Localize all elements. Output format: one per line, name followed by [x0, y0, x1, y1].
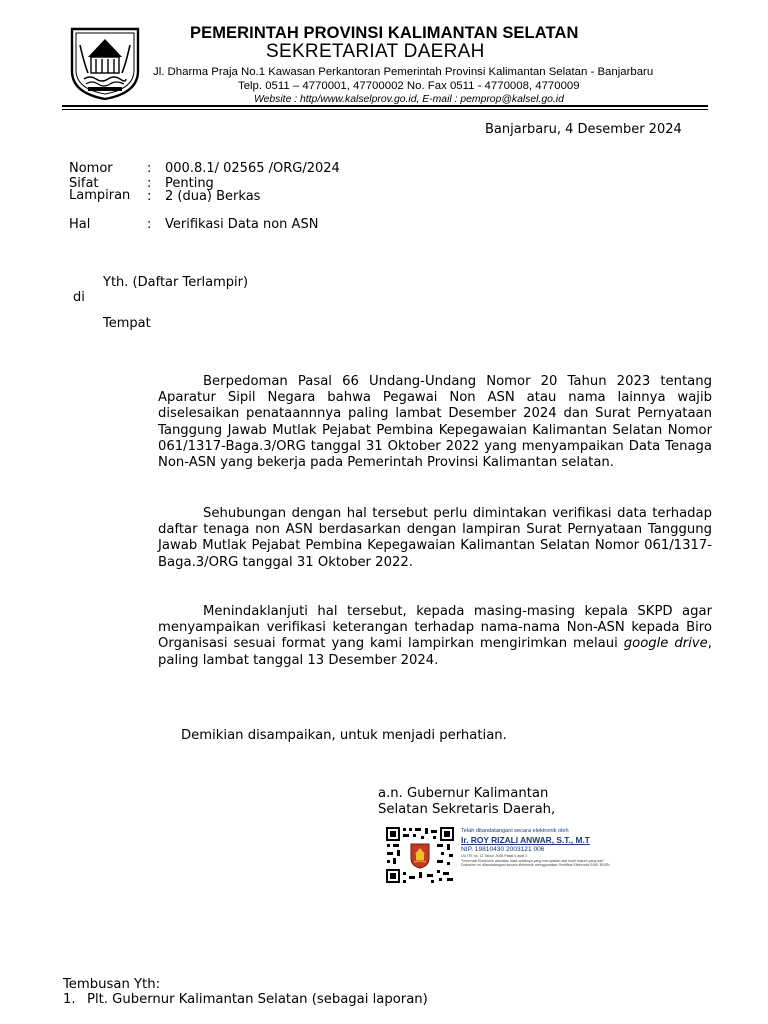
signer-nip: NIP. 19810430 2003121 006 [461, 846, 545, 853]
meta-key-lampiran: Lampiran [69, 188, 131, 203]
signature-title [378, 786, 678, 818]
esign-fine-print-2: "Informasi Elektronik dan/atau hasil cetaknya yang merupakan alat bukti hukum yang sah" [461, 858, 605, 863]
esign-fine-print-1: UU ITE no. 11 Tahun 2008 Pasal 5 ayat 1 [461, 854, 527, 858]
electronic-signature-block [461, 828, 661, 868]
letterhead-office-name: SEKRETARIAT DAERAH [266, 41, 485, 62]
closing-statement: Demikian disampaikan, untuk menjadi perhatian. [181, 728, 507, 743]
signature-title-line-1: a.n. Gubernur Kalimantan [378, 786, 549, 801]
body-paragraph-1: Berpedoman Pasal 66 Undang-Undang Nomor 20 Tahun 2023 tentang Aparatur Sipil Negara bahwa Pegawai Non ASN atau nama lainnya wajib diselesaikan penataannnya paling lambat Desember 2024 dan Surat Pernyataan Tanggung Jawab Mutlak Pejabat Pembina Kepegawaian Kalimantan Selatan Nomor 061/1317-Baga.3/ORG tanggal 31 Oktober 2022 yang menyampaikan Data Tenaga Non-ASN yang bekerja pada Pemerintah Provinsi Kalimantan selatan. [158, 374, 712, 471]
meta-colon: : [147, 161, 152, 176]
meta-key-nomor: Nomor [69, 161, 113, 176]
meta-key-hal: Hal [69, 217, 91, 232]
body-paragraph-3-text-a: Menindaklanjuti hal tersebut, kepada masing-masing kepala SKPD agar menyampaikan verifikasi keterangan terhadap nama-nama Non-ASN kepada Biro Organisasi sesuai format yang kami lampirkan mengirimkan melaui [158, 604, 712, 652]
cc-item [63, 992, 428, 1007]
qr-code-icon [385, 826, 455, 884]
cc-item-text: Plt. Gubernur Kalimantan Selatan (sebagai laporan) [87, 992, 428, 1007]
recipient-name: Yth. (Daftar Terlampir) [103, 275, 249, 290]
provincial-emblem-icon [66, 23, 144, 101]
esign-fine-print-3: Dokumen ini ditandatangani secara elektronik menggunakan Sertifikat Elektronik BSrE-BSSN [461, 863, 610, 867]
meta-value-lampiran: 2 (dua) Berkas [165, 189, 261, 204]
meta-value-hal: Verifikasi Data non ASN [165, 217, 319, 232]
letterhead-rule-thin [62, 109, 708, 110]
meta-key-sifat: Sifat [69, 176, 99, 191]
meta-value-sifat: Penting [165, 176, 214, 191]
letter-date: Banjarbaru, 4 Desember 2024 [485, 122, 682, 137]
letterhead-government-name: PEMERINTAH PROVINSI KALIMANTAN SELATAN [190, 24, 579, 42]
body-paragraph-3 [158, 604, 712, 669]
recipient-place: Tempat [103, 316, 151, 331]
meta-colon: : [147, 189, 152, 204]
body-paragraph-2: Sehubungan dengan hal tersebut perlu dimintakan verifikasi data terhadap daftar tenaga non ASN berdasarkan dengan lampiran Surat Pernyataan Tanggung Jawab Mutlak Pejabat Pembina Kepegawaian Kalimantan Selatan Nomor 061/1317-Baga.3/ORG tanggal 31 Oktober 2022. [158, 506, 712, 570]
letterhead-rule-thick [62, 105, 708, 107]
letterhead-address: Jl. Dharma Praja No.1 Kawasan Perkantoran Pemerintah Provinsi Kalimantan Selatan - Banjarbaru [153, 66, 654, 78]
meta-colon: : [147, 217, 152, 232]
signature-title-line-2: Selatan Sekretaris Daerah, [378, 802, 556, 817]
signer-name: Ir. ROY RIZALI ANWAR, S.T., M.T [461, 835, 590, 845]
google-drive-term: google drive [623, 636, 708, 652]
letterhead-phone: Telp. 0511 – 4770001, 47700002 No. Fax 0511 - 4770008, 4770009 [238, 80, 580, 92]
esign-header: Telah ditandatangani secara elektronik oleh [461, 828, 569, 834]
letterhead-website: Website : http/www.kalselprov.go.id, E-mail : pemprop@kalsel.go.id [254, 94, 564, 105]
meta-value-nomor: 000.8.1/ 02565 /ORG/2024 [165, 161, 340, 176]
cc-item-number: 1. [63, 992, 76, 1007]
cc-title: Tembusan Yth: [63, 977, 161, 992]
body-paragraph-3-text-b: , paling lambat tanggal 13 Desember 2024. [158, 636, 712, 668]
recipient-di: di [73, 290, 85, 305]
meta-colon: : [147, 176, 152, 191]
